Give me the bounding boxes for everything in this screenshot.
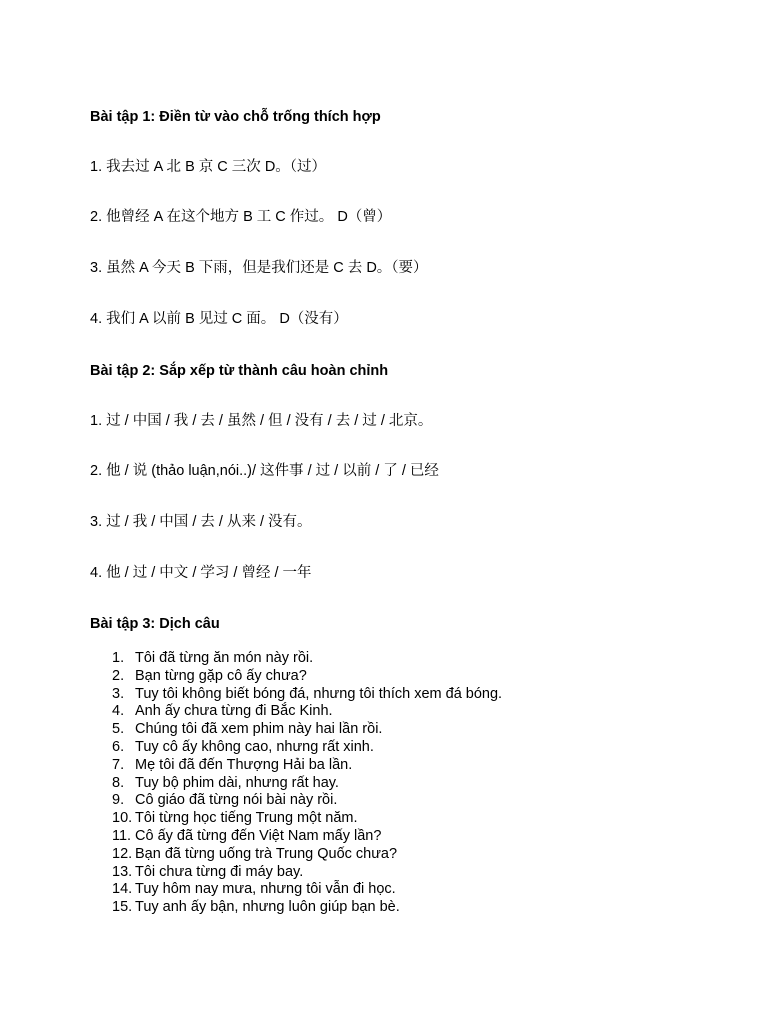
item-number: 4.: [112, 703, 125, 720]
item-number: 14.: [112, 881, 133, 898]
item-text: Tuy cô ấy không cao, nhưng rất xinh.: [135, 738, 374, 755]
item-number: 5.: [112, 721, 125, 738]
exercise-1-title: Bài tập 1: Điền từ vào chỗ trống thích hợp: [90, 109, 381, 125]
item-text: Tuy bộ phim dài, nhưng rất hay.: [135, 774, 339, 791]
document-page: [90, 0, 730, 1024]
exercise-2-item: 3. 过 / 我 / 中国 / 去 / 从来 / 没有。: [90, 514, 312, 530]
item-number: 2.: [112, 667, 125, 684]
item-number: 6.: [112, 738, 125, 755]
item-text: Tôi đã từng ăn món này rồi.: [135, 650, 314, 666]
item-number: 8.: [112, 774, 125, 791]
item-number: 12.: [112, 845, 133, 862]
item-number: 13.: [112, 863, 133, 880]
exercise-2-item: 4. 他 / 过 / 中文 / 学习 / 曾经 / 一年: [90, 565, 312, 581]
item-text: Cô ấy đã từng đến Việt Nam mấy lần?: [135, 827, 382, 844]
item-number: 1.: [112, 650, 125, 666]
item-text: Tôi từng học tiếng Trung một năm.: [135, 810, 358, 827]
item-number: 15.: [112, 899, 133, 916]
item-text: Cô giáo đã từng nói bài này rồi.: [135, 792, 338, 809]
exercise-2-title: Bài tập 2: Sắp xếp từ thành câu hoàn chỉnh: [90, 363, 389, 379]
item-number: 9.: [112, 792, 125, 809]
item-text: Tôi chưa từng đi máy bay.: [135, 863, 304, 880]
item-number: 3.: [112, 685, 125, 702]
exercise-3-title: Bài tập 3: Dịch câu: [90, 616, 220, 632]
exercise-1-item: 4. 我们 A 以前 B 见过 C 面。 D（没有）: [90, 311, 348, 327]
item-text: Anh ấy chưa từng đi Bắc Kinh.: [135, 703, 333, 720]
item-text: Mẹ tôi đã đến Thượng Hải ba lần.: [135, 756, 353, 773]
item-text: Bạn đã từng uống trà Trung Quốc chưa?: [135, 845, 398, 862]
item-number: 11.: [112, 827, 132, 844]
item-text: Tuy tôi không biết bóng đá, nhưng tôi thích xem đá bóng.: [135, 685, 503, 702]
exercise-2-item: 1. 过 / 中国 / 我 / 去 / 虽然 / 但 / 没有 / 去 / 过 / 北京。: [90, 413, 433, 429]
exercise-1-item: 1. 我去过 A 北 B 京 C 三次 D。（过）: [90, 159, 327, 175]
exercise-2-item: 2. 他 / 说 (thảo luận,nói..)/ 这件事 / 过 / 以前 / 了 / 已经: [90, 463, 439, 479]
exercise-1-item: 2. 他曾经 A 在这个地方 B 工 C 作过。 D（曾）: [90, 209, 392, 225]
item-text: Chúng tôi đã xem phim này hai lần rồi.: [135, 721, 383, 738]
item-number: 10.: [112, 810, 133, 827]
item-number: 7.: [112, 756, 125, 773]
item-text: Tuy anh ấy bận, nhưng luôn giúp bạn bè.: [135, 899, 400, 916]
item-text: Tuy hôm nay mưa, nhưng tôi vẫn đi học.: [135, 881, 396, 898]
exercise-1-item: 3. 虽然 A 今天 B 下雨，但是我们还是 C 去 D。（要）: [90, 260, 428, 276]
item-text: Bạn từng gặp cô ấy chưa?: [135, 667, 307, 684]
